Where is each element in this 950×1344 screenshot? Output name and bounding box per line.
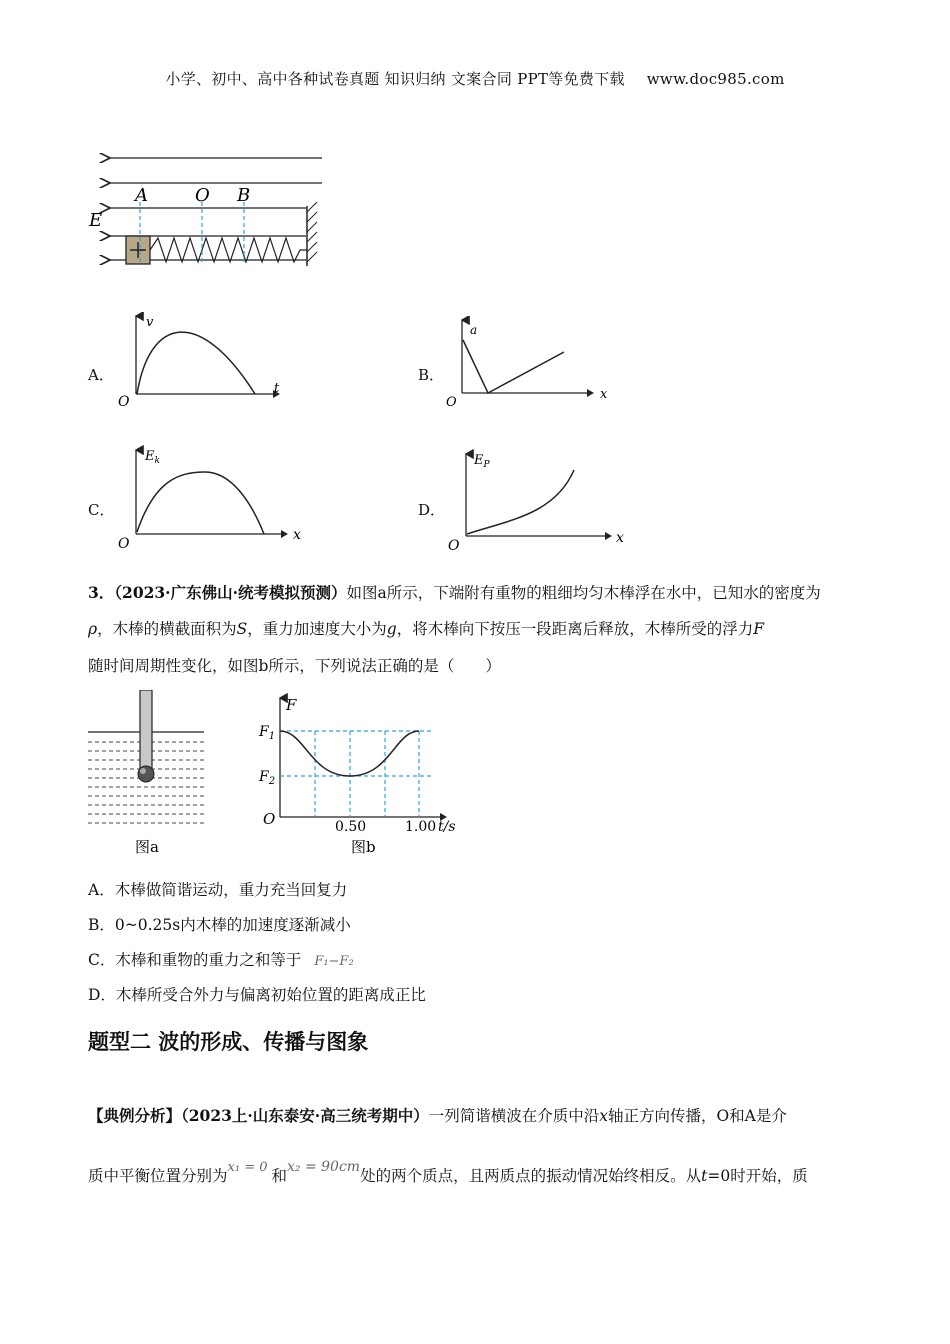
figure-b — [255, 690, 465, 860]
example-text1: 一列简谐横波在介质中沿 — [428, 1107, 600, 1125]
figure-b-xunit: t/s — [438, 819, 456, 835]
example-x1: x₁ = 0 — [227, 1160, 268, 1175]
graph-b-x: x — [600, 387, 608, 402]
q3-line1 — [88, 574, 821, 612]
q3-rho: ρ — [88, 620, 98, 638]
section-title: 题型二 波的形成、传播与图象 — [88, 1030, 369, 1054]
graph-b-origin: O — [446, 395, 457, 410]
figure-a — [86, 690, 208, 860]
graph-c — [110, 444, 310, 554]
example-line2-d: =0时开始，质 — [707, 1167, 808, 1185]
choice-c-text: C．木棒和重物的重力之和等于 — [88, 951, 302, 969]
label-e: E — [89, 210, 103, 231]
header-site: www.doc985.com — [646, 70, 785, 88]
label-b: B — [237, 185, 251, 206]
example-tag: 【典例分析】 — [88, 1106, 182, 1125]
choice-c — [88, 948, 354, 970]
example-line2-b: 和 — [271, 1167, 288, 1185]
graph-c-x: x — [293, 527, 301, 543]
example-line2-a: 质中平衡位置分别为 — [88, 1167, 228, 1185]
example-x: x — [599, 1107, 608, 1125]
q3-line1-text: 如图a所示，下端附有重物的粗细均匀木棒浮在水中，已知水的密度为 — [346, 584, 821, 602]
graph-a-x: t — [274, 381, 280, 396]
q3-line2-b: ，重力加速度大小为 — [247, 620, 387, 638]
graph-a-y: v — [146, 315, 154, 330]
q3-line2-a: ，木棒的横截面积为 — [97, 620, 237, 638]
example-x2: x₂ = 90cm — [287, 1159, 361, 1175]
example-source: （2023上·山东泰安·高三统考期中） — [181, 1106, 429, 1125]
example-line1 — [88, 1097, 787, 1135]
example-line2 — [88, 1158, 808, 1196]
graph-c-y: $E_k$ — [145, 449, 160, 466]
figure-b-y: F — [286, 696, 297, 714]
example-t: t — [701, 1167, 708, 1185]
q3-line2-c: ，将木棒向下按压一段距离后释放，木棒所受的浮力 — [396, 620, 754, 638]
q3-s: S — [236, 620, 248, 638]
figure-b-tick2: 1.00 — [405, 819, 437, 835]
example-line2-c: 处的两个质点，且两质点的振动情况始终相反。从 — [360, 1167, 702, 1185]
choice-b: B．0~0.25s内木棒的加速度逐渐减小 — [88, 916, 351, 934]
q3-line2 — [88, 611, 764, 648]
q3-line3: 随时间周期性变化，如图b所示，下列说法正确的是（ ） — [88, 657, 501, 675]
graph-a — [110, 312, 300, 412]
label-o: O — [195, 185, 210, 206]
figure-b-caption: 图b — [351, 838, 376, 856]
q3-number: 3． — [88, 583, 115, 602]
choice-a: A．木棒做简谐运动，重力充当回复力 — [88, 881, 348, 899]
figure-b-f1: $F_1$ — [259, 724, 276, 742]
figure-b-origin: O — [263, 810, 276, 828]
choice-d: D．木棒所受合外力与偏离初始位置的距离成正比 — [88, 986, 426, 1004]
graph-b — [440, 316, 620, 412]
graph-a-origin: O — [118, 394, 130, 410]
example-text2: 轴正方向传播，O和A是介 — [607, 1107, 787, 1125]
page-header — [0, 68, 950, 89]
graph-d-origin: O — [448, 538, 460, 554]
figure-a-caption: 图a — [135, 838, 159, 856]
q3-g: g — [386, 620, 397, 638]
choice-c-formula: F₁−F₂ — [314, 954, 354, 969]
graph-d-x: x — [616, 530, 624, 546]
figure-b-f2: $F_2$ — [259, 769, 276, 787]
graph-d — [440, 448, 640, 554]
q3-f: F — [753, 620, 764, 638]
header-text: 小学、初中、高中各种试卷真题 知识归纳 文案合同 PPT等免费下载 — [165, 70, 625, 88]
q3-source: （2023·广东佛山·统考模拟预测） — [114, 583, 347, 602]
graph-d-y: $E_P$ — [474, 453, 490, 470]
label-a: A — [135, 185, 148, 206]
graph-b-y: a — [470, 323, 478, 337]
graph-c-origin: O — [118, 536, 130, 552]
option-d-label: D． — [418, 501, 446, 519]
option-c-label: C． — [88, 501, 115, 519]
option-a-label: A． — [88, 366, 114, 384]
figure-b-tick1: 0.50 — [335, 819, 367, 835]
field-spring-figure — [86, 140, 336, 275]
option-b-label: B． — [418, 366, 445, 384]
